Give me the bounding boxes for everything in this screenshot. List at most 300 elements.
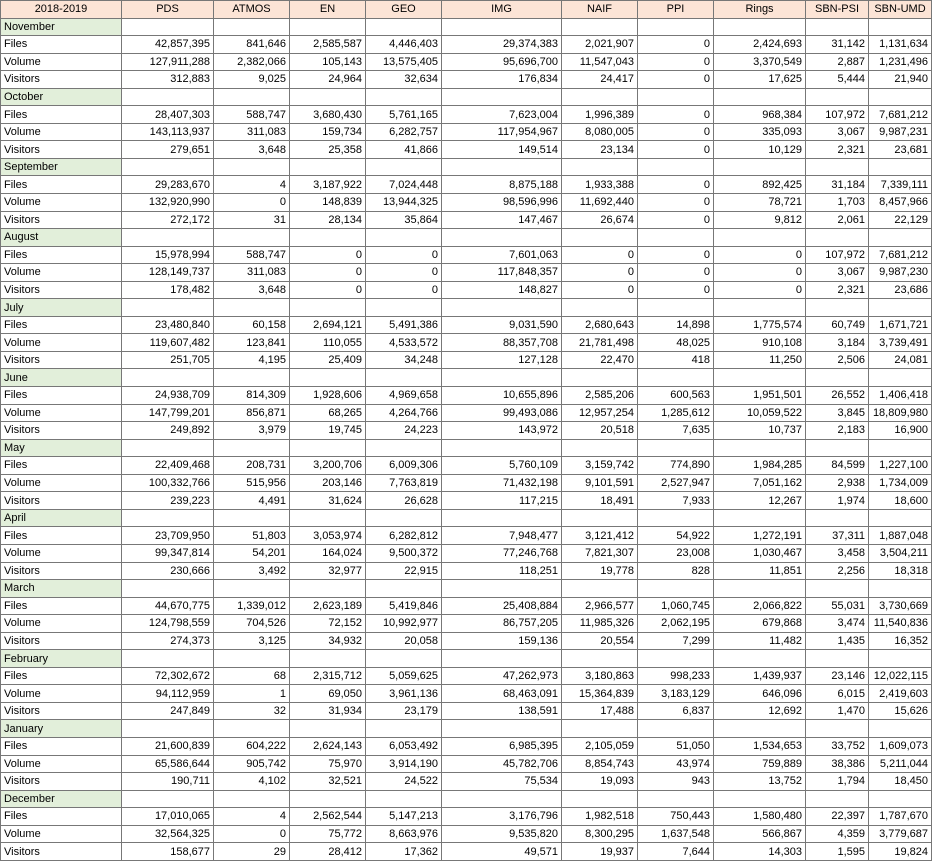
value-cell: 5,059,625 xyxy=(366,667,442,685)
value-cell: 0 xyxy=(714,281,806,299)
value-cell: 0 xyxy=(638,194,714,212)
value-cell: 38,386 xyxy=(806,755,869,773)
value-cell: 1,285,612 xyxy=(638,404,714,422)
value-cell: 158,677 xyxy=(122,843,214,861)
value-cell: 5,491,386 xyxy=(366,316,442,334)
value-cell: 18,450 xyxy=(869,773,932,791)
empty-cell xyxy=(714,369,806,387)
value-cell: 159,734 xyxy=(290,123,366,141)
value-cell: 515,956 xyxy=(214,474,290,492)
value-cell: 7,644 xyxy=(638,843,714,861)
month-row xyxy=(1,439,932,457)
value-cell: 335,093 xyxy=(714,123,806,141)
value-cell: 3,492 xyxy=(214,562,290,580)
row-label: Visitors xyxy=(1,211,122,229)
value-cell: 0 xyxy=(562,281,638,299)
value-cell: 13,752 xyxy=(714,773,806,791)
value-cell: 117,215 xyxy=(442,492,562,510)
empty-cell xyxy=(214,18,290,36)
empty-cell xyxy=(122,720,214,738)
value-cell: 18,600 xyxy=(869,492,932,510)
value-cell: 1,974 xyxy=(806,492,869,510)
empty-cell xyxy=(290,18,366,36)
value-cell: 190,711 xyxy=(122,773,214,791)
value-cell: 10,059,522 xyxy=(714,404,806,422)
value-cell: 0 xyxy=(638,281,714,299)
value-cell: 123,841 xyxy=(214,334,290,352)
table-row xyxy=(1,755,932,773)
row-label: Files xyxy=(1,667,122,685)
row-label: Visitors xyxy=(1,843,122,861)
value-cell: 12,267 xyxy=(714,492,806,510)
value-cell: 32,634 xyxy=(366,71,442,89)
table-row xyxy=(1,562,932,580)
value-cell: 127,128 xyxy=(442,351,562,369)
value-cell: 100,332,766 xyxy=(122,474,214,492)
value-cell: 968,384 xyxy=(714,106,806,124)
empty-cell xyxy=(214,650,290,668)
value-cell: 0 xyxy=(290,281,366,299)
table-row xyxy=(1,387,932,405)
header-cell: NAIF xyxy=(562,1,638,19)
value-cell: 19,824 xyxy=(869,843,932,861)
table-row xyxy=(1,457,932,475)
empty-cell xyxy=(214,229,290,247)
value-cell: 2,887 xyxy=(806,53,869,71)
table-row xyxy=(1,71,932,89)
value-cell: 17,488 xyxy=(562,702,638,720)
value-cell: 1,060,745 xyxy=(638,597,714,615)
empty-cell xyxy=(442,439,562,457)
empty-cell xyxy=(714,18,806,36)
value-cell: 1,339,012 xyxy=(214,597,290,615)
month-label: March xyxy=(1,580,122,598)
empty-cell xyxy=(562,580,638,598)
empty-cell xyxy=(122,299,214,317)
value-cell: 110,055 xyxy=(290,334,366,352)
empty-cell xyxy=(638,158,714,176)
table-row xyxy=(1,211,932,229)
empty-cell xyxy=(869,720,932,738)
value-cell: 164,024 xyxy=(290,544,366,562)
value-cell: 11,250 xyxy=(714,351,806,369)
empty-cell xyxy=(806,580,869,598)
value-cell: 10,655,896 xyxy=(442,387,562,405)
value-cell: 0 xyxy=(638,36,714,54)
value-cell: 2,680,643 xyxy=(562,316,638,334)
value-cell: 2,066,822 xyxy=(714,597,806,615)
value-cell: 1,982,518 xyxy=(562,808,638,826)
value-cell: 0 xyxy=(638,53,714,71)
value-cell: 8,080,005 xyxy=(562,123,638,141)
empty-cell xyxy=(806,720,869,738)
value-cell: 3,180,863 xyxy=(562,667,638,685)
row-label: Files xyxy=(1,316,122,334)
empty-cell xyxy=(442,580,562,598)
value-cell: 274,373 xyxy=(122,632,214,650)
empty-cell xyxy=(366,369,442,387)
value-cell: 99,493,086 xyxy=(442,404,562,422)
value-cell: 75,970 xyxy=(290,755,366,773)
value-cell: 143,972 xyxy=(442,422,562,440)
value-cell: 7,821,307 xyxy=(562,544,638,562)
value-cell: 18,491 xyxy=(562,492,638,510)
value-cell: 1 xyxy=(214,685,290,703)
value-cell: 0 xyxy=(638,211,714,229)
value-cell: 51,803 xyxy=(214,527,290,545)
value-cell: 28,407,303 xyxy=(122,106,214,124)
empty-cell xyxy=(562,790,638,808)
value-cell: 28,134 xyxy=(290,211,366,229)
value-cell: 604,222 xyxy=(214,737,290,755)
value-cell: 17,362 xyxy=(366,843,442,861)
value-cell: 11,540,836 xyxy=(869,615,932,633)
value-cell: 3,067 xyxy=(806,264,869,282)
header-cell: Rings xyxy=(714,1,806,19)
row-label: Files xyxy=(1,737,122,755)
value-cell: 24,938,709 xyxy=(122,387,214,405)
value-cell: 4,359 xyxy=(806,825,869,843)
value-cell: 3,680,430 xyxy=(290,106,366,124)
header-cell: ATMOS xyxy=(214,1,290,19)
row-label: Files xyxy=(1,808,122,826)
empty-cell xyxy=(290,509,366,527)
value-cell: 249,892 xyxy=(122,422,214,440)
value-cell: 418 xyxy=(638,351,714,369)
value-cell: 132,920,990 xyxy=(122,194,214,212)
value-cell: 23,681 xyxy=(869,141,932,159)
value-cell: 1,951,501 xyxy=(714,387,806,405)
empty-cell xyxy=(290,229,366,247)
month-label: February xyxy=(1,650,122,668)
value-cell: 8,300,295 xyxy=(562,825,638,843)
value-cell: 19,937 xyxy=(562,843,638,861)
value-cell: 0 xyxy=(638,71,714,89)
empty-cell xyxy=(806,88,869,106)
empty-cell xyxy=(869,439,932,457)
value-cell: 94,112,959 xyxy=(122,685,214,703)
value-cell: 5,211,044 xyxy=(869,755,932,773)
empty-cell xyxy=(714,790,806,808)
empty-cell xyxy=(290,720,366,738)
empty-cell xyxy=(366,720,442,738)
row-label: Volume xyxy=(1,544,122,562)
value-cell: 1,470 xyxy=(806,702,869,720)
header-cell: GEO xyxy=(366,1,442,19)
empty-cell xyxy=(806,229,869,247)
value-cell: 3,739,491 xyxy=(869,334,932,352)
value-cell: 5,419,846 xyxy=(366,597,442,615)
value-cell: 2,321 xyxy=(806,141,869,159)
value-cell: 24,223 xyxy=(366,422,442,440)
empty-cell xyxy=(442,88,562,106)
value-cell: 54,922 xyxy=(638,527,714,545)
value-cell: 0 xyxy=(638,106,714,124)
value-cell: 3,961,136 xyxy=(366,685,442,703)
value-cell: 21,781,498 xyxy=(562,334,638,352)
value-cell: 7,681,212 xyxy=(869,106,932,124)
value-cell: 22,397 xyxy=(806,808,869,826)
value-cell: 203,146 xyxy=(290,474,366,492)
empty-cell xyxy=(714,439,806,457)
empty-cell xyxy=(214,158,290,176)
value-cell: 60,749 xyxy=(806,316,869,334)
value-cell: 19,745 xyxy=(290,422,366,440)
value-cell: 51,050 xyxy=(638,737,714,755)
empty-cell xyxy=(290,158,366,176)
table-row xyxy=(1,404,932,422)
value-cell: 3,474 xyxy=(806,615,869,633)
value-cell: 32,564,325 xyxy=(122,825,214,843)
value-cell: 107,972 xyxy=(806,106,869,124)
value-cell: 8,457,966 xyxy=(869,194,932,212)
header-row xyxy=(1,1,932,19)
empty-cell xyxy=(714,299,806,317)
value-cell: 95,696,700 xyxy=(442,53,562,71)
value-cell: 2,694,121 xyxy=(290,316,366,334)
value-cell: 41,866 xyxy=(366,141,442,159)
value-cell: 7,763,819 xyxy=(366,474,442,492)
empty-cell xyxy=(638,790,714,808)
table-row xyxy=(1,597,932,615)
empty-cell xyxy=(214,369,290,387)
empty-cell xyxy=(806,18,869,36)
value-cell: 149,514 xyxy=(442,141,562,159)
table-row xyxy=(1,685,932,703)
empty-cell xyxy=(366,650,442,668)
value-cell: 1,435 xyxy=(806,632,869,650)
table-row xyxy=(1,53,932,71)
empty-cell xyxy=(122,158,214,176)
value-cell: 0 xyxy=(638,141,714,159)
header-cell: SBN-UMD xyxy=(869,1,932,19)
value-cell: 117,848,357 xyxy=(442,264,562,282)
value-cell: 1,984,285 xyxy=(714,457,806,475)
empty-cell xyxy=(214,720,290,738)
empty-cell xyxy=(562,158,638,176)
value-cell: 19,778 xyxy=(562,562,638,580)
value-cell: 34,932 xyxy=(290,632,366,650)
value-cell: 3,845 xyxy=(806,404,869,422)
empty-cell xyxy=(638,650,714,668)
table-row xyxy=(1,773,932,791)
value-cell: 1,272,191 xyxy=(714,527,806,545)
value-cell: 24,417 xyxy=(562,71,638,89)
empty-cell xyxy=(638,229,714,247)
empty-cell xyxy=(122,509,214,527)
value-cell: 3,125 xyxy=(214,632,290,650)
empty-cell xyxy=(366,509,442,527)
value-cell: 44,670,775 xyxy=(122,597,214,615)
empty-cell xyxy=(290,299,366,317)
empty-cell xyxy=(214,790,290,808)
header-cell: SBN-PSI xyxy=(806,1,869,19)
value-cell: 0 xyxy=(562,264,638,282)
value-cell: 86,757,205 xyxy=(442,615,562,633)
empty-cell xyxy=(122,790,214,808)
empty-cell xyxy=(122,229,214,247)
value-cell: 0 xyxy=(562,246,638,264)
header-cell: IMG xyxy=(442,1,562,19)
value-cell: 31,184 xyxy=(806,176,869,194)
month-label: August xyxy=(1,229,122,247)
value-cell: 943 xyxy=(638,773,714,791)
value-cell: 69,050 xyxy=(290,685,366,703)
empty-cell xyxy=(869,650,932,668)
value-cell: 6,009,306 xyxy=(366,457,442,475)
value-cell: 75,772 xyxy=(290,825,366,843)
value-cell: 23,480,840 xyxy=(122,316,214,334)
value-cell: 0 xyxy=(290,246,366,264)
row-label: Visitors xyxy=(1,351,122,369)
empty-cell xyxy=(214,299,290,317)
value-cell: 118,251 xyxy=(442,562,562,580)
empty-cell xyxy=(562,720,638,738)
value-cell: 9,987,230 xyxy=(869,264,932,282)
empty-cell xyxy=(638,720,714,738)
empty-cell xyxy=(714,158,806,176)
value-cell: 23,709,950 xyxy=(122,527,214,545)
value-cell: 7,948,477 xyxy=(442,527,562,545)
empty-cell xyxy=(366,580,442,598)
value-cell: 3,183,129 xyxy=(638,685,714,703)
value-cell: 23,179 xyxy=(366,702,442,720)
value-cell: 1,406,418 xyxy=(869,387,932,405)
table-row xyxy=(1,422,932,440)
empty-cell xyxy=(442,369,562,387)
value-cell: 23,146 xyxy=(806,667,869,685)
row-label: Files xyxy=(1,597,122,615)
value-cell: 2,061 xyxy=(806,211,869,229)
empty-cell xyxy=(806,439,869,457)
value-cell: 998,233 xyxy=(638,667,714,685)
value-cell: 2,562,544 xyxy=(290,808,366,826)
value-cell: 588,747 xyxy=(214,246,290,264)
value-cell: 247,849 xyxy=(122,702,214,720)
value-cell: 148,827 xyxy=(442,281,562,299)
value-cell: 16,900 xyxy=(869,422,932,440)
value-cell: 23,134 xyxy=(562,141,638,159)
row-label: Files xyxy=(1,36,122,54)
empty-cell xyxy=(714,229,806,247)
value-cell: 1,637,548 xyxy=(638,825,714,843)
empty-cell xyxy=(366,229,442,247)
value-cell: 20,518 xyxy=(562,422,638,440)
value-cell: 10,992,977 xyxy=(366,615,442,633)
value-cell: 124,798,559 xyxy=(122,615,214,633)
value-cell: 905,742 xyxy=(214,755,290,773)
month-row xyxy=(1,158,932,176)
value-cell: 4,446,403 xyxy=(366,36,442,54)
table-row xyxy=(1,36,932,54)
value-cell: 23,686 xyxy=(869,281,932,299)
value-cell: 7,681,212 xyxy=(869,246,932,264)
value-cell: 17,010,065 xyxy=(122,808,214,826)
value-cell: 5,761,165 xyxy=(366,106,442,124)
value-cell: 856,871 xyxy=(214,404,290,422)
value-cell: 3,187,922 xyxy=(290,176,366,194)
value-cell: 75,534 xyxy=(442,773,562,791)
value-cell: 117,954,967 xyxy=(442,123,562,141)
value-cell: 159,136 xyxy=(442,632,562,650)
value-cell: 24,522 xyxy=(366,773,442,791)
value-cell: 5,444 xyxy=(806,71,869,89)
value-cell: 22,129 xyxy=(869,211,932,229)
value-cell: 68,463,091 xyxy=(442,685,562,703)
empty-cell xyxy=(122,650,214,668)
value-cell: 20,058 xyxy=(366,632,442,650)
month-row xyxy=(1,299,932,317)
empty-cell xyxy=(122,88,214,106)
value-cell: 1,775,574 xyxy=(714,316,806,334)
value-cell: 9,101,591 xyxy=(562,474,638,492)
empty-cell xyxy=(714,720,806,738)
value-cell: 1,534,653 xyxy=(714,737,806,755)
value-cell: 78,721 xyxy=(714,194,806,212)
value-cell: 0 xyxy=(214,194,290,212)
value-cell: 2,624,143 xyxy=(290,737,366,755)
value-cell: 19,093 xyxy=(562,773,638,791)
value-cell: 2,938 xyxy=(806,474,869,492)
value-cell: 4 xyxy=(214,176,290,194)
value-cell: 4 xyxy=(214,808,290,826)
value-cell: 128,149,737 xyxy=(122,264,214,282)
empty-cell xyxy=(562,439,638,457)
value-cell: 1,794 xyxy=(806,773,869,791)
empty-cell xyxy=(290,790,366,808)
value-cell: 84,599 xyxy=(806,457,869,475)
value-cell: 3,648 xyxy=(214,141,290,159)
value-cell: 25,408,884 xyxy=(442,597,562,615)
value-cell: 68 xyxy=(214,667,290,685)
value-cell: 0 xyxy=(214,825,290,843)
row-label: Volume xyxy=(1,685,122,703)
value-cell: 750,443 xyxy=(638,808,714,826)
empty-cell xyxy=(562,229,638,247)
value-cell: 3,458 xyxy=(806,544,869,562)
value-cell: 105,143 xyxy=(290,53,366,71)
value-cell: 2,105,059 xyxy=(562,737,638,755)
value-cell: 272,172 xyxy=(122,211,214,229)
value-cell: 48,025 xyxy=(638,334,714,352)
value-cell: 24,081 xyxy=(869,351,932,369)
value-cell: 22,915 xyxy=(366,562,442,580)
value-cell: 7,024,448 xyxy=(366,176,442,194)
row-label: Visitors xyxy=(1,702,122,720)
empty-cell xyxy=(869,158,932,176)
value-cell: 71,432,198 xyxy=(442,474,562,492)
value-cell: 1,887,048 xyxy=(869,527,932,545)
month-label: April xyxy=(1,509,122,527)
empty-cell xyxy=(290,369,366,387)
value-cell: 311,083 xyxy=(214,264,290,282)
value-cell: 566,867 xyxy=(714,825,806,843)
value-cell: 32,977 xyxy=(290,562,366,580)
value-cell: 679,868 xyxy=(714,615,806,633)
value-cell: 4,533,572 xyxy=(366,334,442,352)
empty-cell xyxy=(122,369,214,387)
value-cell: 3,053,974 xyxy=(290,527,366,545)
value-cell: 8,663,976 xyxy=(366,825,442,843)
value-cell: 3,176,796 xyxy=(442,808,562,826)
month-row xyxy=(1,720,932,738)
value-cell: 9,025 xyxy=(214,71,290,89)
empty-cell xyxy=(562,88,638,106)
empty-cell xyxy=(638,369,714,387)
empty-cell xyxy=(442,720,562,738)
value-cell: 1,787,670 xyxy=(869,808,932,826)
value-cell: 147,467 xyxy=(442,211,562,229)
